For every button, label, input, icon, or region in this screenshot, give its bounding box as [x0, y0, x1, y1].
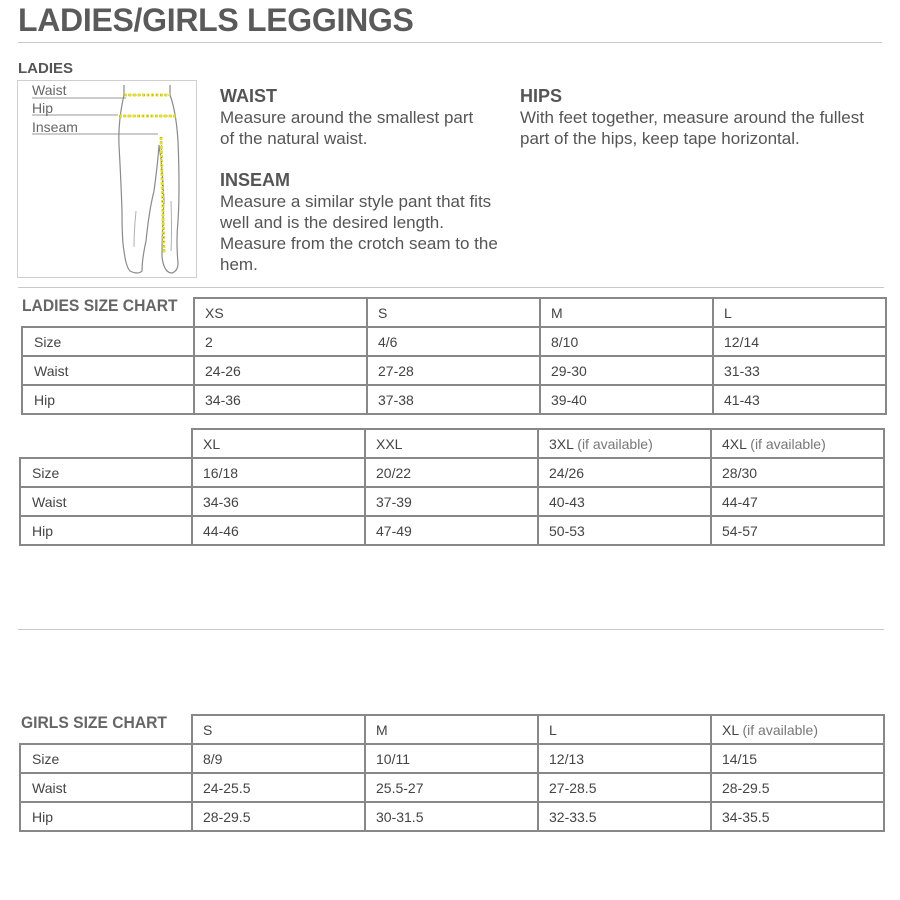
- table-cell: 37-39: [365, 487, 538, 516]
- table-cell: 34-36: [194, 385, 367, 414]
- table-cell: 37-38: [367, 385, 540, 414]
- table-cell: 27-28.5: [538, 773, 711, 802]
- page-title: LADIES/GIRLS LEGGINGS: [18, 2, 414, 38]
- table-cell: 41-43: [713, 385, 886, 414]
- table-cell: 47-49: [365, 516, 538, 545]
- table-cell: 20/22: [365, 458, 538, 487]
- size-header: XL: [192, 429, 365, 458]
- waist-text: Measure around the smallest part of the natural waist.: [220, 108, 474, 148]
- table-cell: 40-43: [538, 487, 711, 516]
- table-cell: 27-28: [367, 356, 540, 385]
- size-header: XL (if available): [711, 715, 884, 744]
- table-row: [20, 744, 884, 773]
- table-cell: 14/15: [711, 744, 884, 773]
- ladies-chart-title: LADIES SIZE CHART: [22, 296, 178, 315]
- waist-instructions: [220, 86, 505, 149]
- availability-note: (if available): [577, 435, 653, 452]
- size-header: S: [192, 715, 365, 744]
- table-cell: 34-36: [192, 487, 365, 516]
- waist-heading: WAIST: [220, 86, 277, 106]
- table-row: [22, 356, 886, 385]
- table-cell: 30-31.5: [365, 802, 538, 831]
- table-header-row: [20, 715, 884, 744]
- table-cell: 28/30: [711, 458, 884, 487]
- measurement-figure: [17, 80, 197, 278]
- row-label: Waist: [22, 356, 194, 385]
- inseam-instructions: [220, 170, 505, 275]
- table-cell: 32-33.5: [538, 802, 711, 831]
- table-cell: 44-46: [192, 516, 365, 545]
- table-row: [20, 773, 884, 802]
- table-header-row: [22, 298, 886, 327]
- hips-text: With feet together, measure around the fullest part of the hips, keep tape horizontal.: [520, 108, 864, 148]
- title-divider: [18, 42, 882, 43]
- ladies-section-label: LADIES: [18, 60, 74, 77]
- size-header: 4XL (if available): [711, 429, 884, 458]
- row-label: Size: [22, 327, 194, 356]
- instructions-divider: [18, 287, 884, 288]
- hips-instructions: [520, 86, 890, 149]
- table-row: [20, 802, 884, 831]
- row-label: Hip: [20, 802, 192, 831]
- table-row: [20, 516, 884, 545]
- table-cell: 54-57: [711, 516, 884, 545]
- table-row: [22, 385, 886, 414]
- table-cell: 50-53: [538, 516, 711, 545]
- table-row: [22, 327, 886, 356]
- figure-label-waist: Waist: [32, 82, 67, 98]
- table-row: [20, 458, 884, 487]
- table-cell: 44-47: [711, 487, 884, 516]
- size-header: L: [538, 715, 711, 744]
- table-cell: 24-25.5: [192, 773, 365, 802]
- girls-size-table: [19, 714, 885, 832]
- table-header-row: [20, 429, 884, 458]
- row-label: Hip: [22, 385, 194, 414]
- size-header: S: [367, 298, 540, 327]
- legs-outline: [119, 85, 179, 273]
- hips-heading: HIPS: [520, 86, 563, 106]
- ladies-size-table-1: [21, 297, 887, 415]
- figure-label-inseam: Inseam: [32, 119, 78, 135]
- size-header: M: [540, 298, 713, 327]
- availability-note: (if available): [742, 721, 818, 738]
- table-cell: 4/6: [367, 327, 540, 356]
- size-header: XXL: [365, 429, 538, 458]
- girls-chart-title: GIRLS SIZE CHART: [21, 713, 167, 732]
- table-cell: 31-33: [713, 356, 886, 385]
- table-cell: 8/9: [192, 744, 365, 773]
- row-label: Waist: [20, 487, 192, 516]
- table-cell: 39-40: [540, 385, 713, 414]
- table-cell: 8/10: [540, 327, 713, 356]
- table-cell: 34-35.5: [711, 802, 884, 831]
- girls-divider: [18, 629, 884, 630]
- row-label: Hip: [20, 516, 192, 545]
- row-label: Size: [20, 744, 192, 773]
- size-header: XS: [194, 298, 367, 327]
- availability-note: (if available): [750, 435, 826, 452]
- size-header: 3XL (if available): [538, 429, 711, 458]
- table-cell: 25.5-27: [365, 773, 538, 802]
- table-cell: 28-29.5: [711, 773, 884, 802]
- size-header: L: [713, 298, 886, 327]
- ladies-size-table-2: [19, 428, 885, 546]
- row-label: Waist: [20, 773, 192, 802]
- table-cell: 28-29.5: [192, 802, 365, 831]
- inseam-text: Measure a similar style pant that fits well and is the desired length. Measure from the crotch seam to the hem.: [220, 192, 498, 274]
- table-cell: 24-26: [194, 356, 367, 385]
- table-cell: 24/26: [538, 458, 711, 487]
- figure-label-hip: Hip: [32, 100, 54, 116]
- table-cell: 12/13: [538, 744, 711, 773]
- row-label: Size: [20, 458, 192, 487]
- table-cell: 16/18: [192, 458, 365, 487]
- table-cell: 10/11: [365, 744, 538, 773]
- table-row: [20, 487, 884, 516]
- table-cell: 2: [194, 327, 367, 356]
- inseam-heading: INSEAM: [220, 170, 291, 190]
- size-header: M: [365, 715, 538, 744]
- table-cell: 12/14: [713, 327, 886, 356]
- table-cell: 29-30: [540, 356, 713, 385]
